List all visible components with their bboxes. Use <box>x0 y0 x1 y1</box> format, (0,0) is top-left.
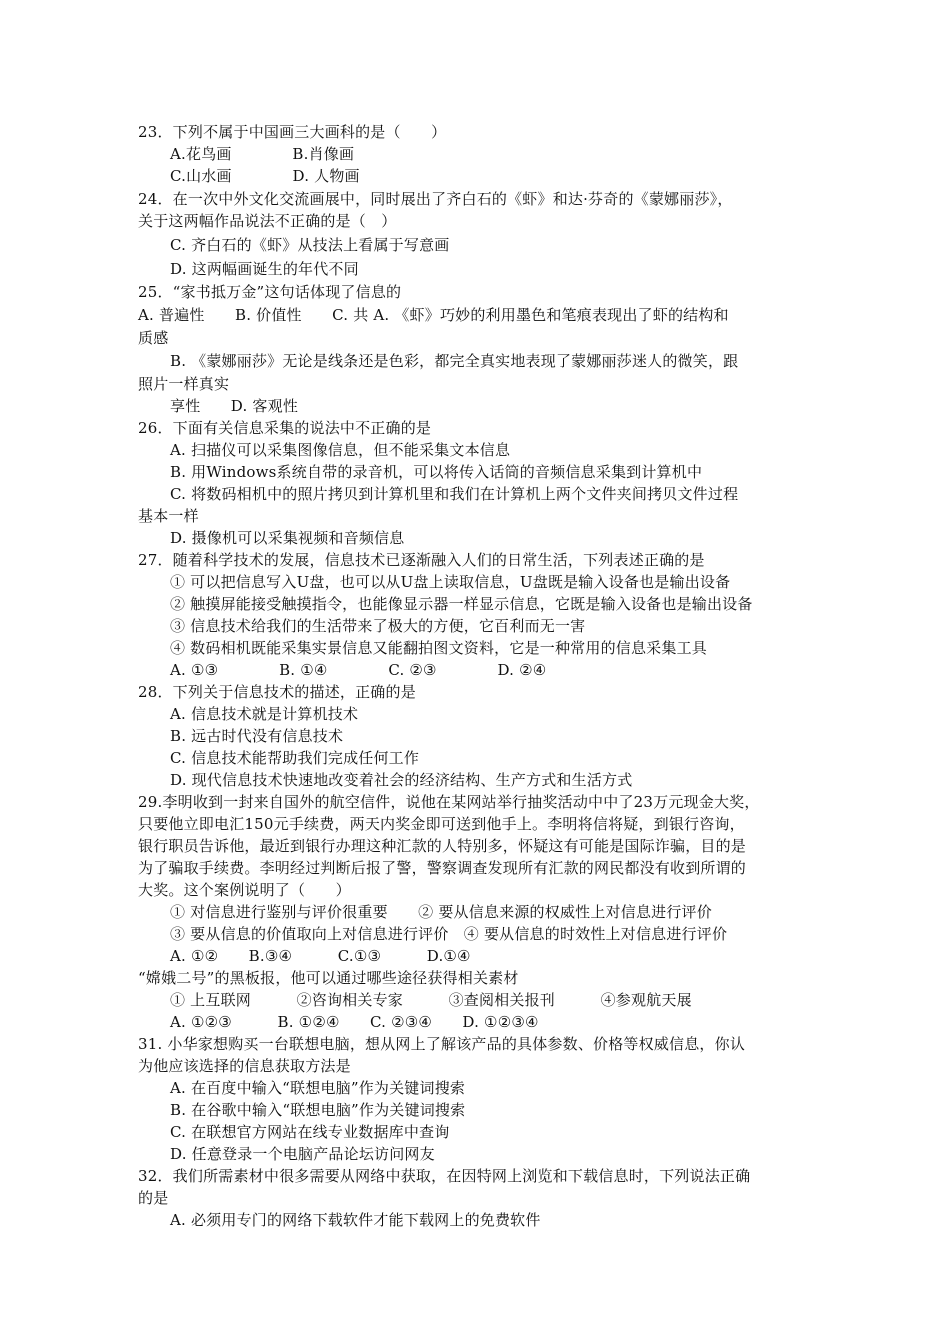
q25-options-cont: 享性 D. 客观性 <box>170 397 299 415</box>
q26-option-c: C. 将数码相机中的照片拷贝到计算机里和我们在计算机上两个文件夹间拷贝文件过程 <box>170 485 739 503</box>
q29-stem-5: 大奖。这个案例说明了（ ） <box>138 881 351 899</box>
q28-stem: 28．下列关于信息技术的描述，正确的是 <box>138 683 416 701</box>
q29-stem-3: 银行职员告诉他，最近到银行办理这种汇款的人特别多，怀疑这有可能是国际诈骗，目的是 <box>138 837 747 855</box>
q25-stem: 25．“家书抵万金”这句话体现了信息的 <box>138 283 402 301</box>
q29-statements-34: ③ 要从信息的价值取向上对信息进行评价 ④ 要从信息的时效性上对信息进行评价 <box>170 925 728 943</box>
q30-statements: ① 上互联网 ②咨询相关专家 ③查阅相关报刊 ④参观航天展 <box>170 991 692 1009</box>
q27-statement-4: ④ 数码相机既能采集实景信息又能翻拍图文资料，它是一种常用的信息采集工具 <box>170 639 707 657</box>
q26-stem: 26．下面有关信息采集的说法中不正确的是 <box>138 419 432 437</box>
q30-options: A. ①②③ B. ①②④ C. ②③④ D. ①②③④ <box>170 1013 539 1031</box>
q27-stem: 27．随着科学技术的发展，信息技术已逐渐融入人们的日常生活，下列表述正确的是 <box>138 551 705 569</box>
q27-statement-3: ③ 信息技术给我们的生活带来了极大的方便，它百利而无一害 <box>170 617 586 635</box>
q31-option-a: A. 在百度中输入“联想电脑”作为关键词搜索 <box>170 1079 466 1097</box>
q31-option-c: C. 在联想官方网站在线专业数据库中查询 <box>170 1123 450 1141</box>
q28-option-a: A. 信息技术就是计算机技术 <box>170 705 359 723</box>
q32-stem-1: 32．我们所需素材中很多需要从网络中获取，在因特网上浏览和下载信息时，下列说法正确 <box>138 1167 751 1185</box>
q32-option-a: A. 必须用专门的网络下载软件才能下载网上的免费软件 <box>170 1211 541 1229</box>
q28-option-c: C. 信息技术能帮助我们完成任何工作 <box>170 749 420 767</box>
q29-stem-4: 为了骗取手续费。李明经过判断后报了警，警察调查发现所有汇款的网民都没有收到所谓的 <box>138 859 747 877</box>
q31-option-d: D. 任意登录一个电脑产品论坛访问网友 <box>170 1145 435 1163</box>
q24-stem-2: 关于这两幅作品说法不正确的是（ ） <box>138 212 397 230</box>
q26-option-b: B. 用Windows系统自带的录音机，可以将传入话筒的音频信息采集到计算机中 <box>170 463 703 481</box>
q24-option-a-cont: 质感 <box>138 329 169 347</box>
q28-option-b: B. 远古时代没有信息技术 <box>170 727 344 745</box>
q24-stem-1: 24．在一次中外文化交流画展中，同时展出了齐白石的《虾》和达·芬奇的《蒙娜丽莎》， <box>138 190 733 208</box>
q31-option-b: B. 在谷歌中输入“联想电脑”作为关键词搜索 <box>170 1101 466 1119</box>
q27-statement-1: ① 可以把信息写入U盘，也可以从U盘上读取信息，U盘既是输入设备也是输出设备 <box>170 573 731 591</box>
q26-option-a: A. 扫描仪可以采集图像信息，但不能采集文本信息 <box>170 441 511 459</box>
q25-options-mixed: A. 普遍性 B. 价值性 C. 共 A. 《虾》巧妙的利用墨色和笔痕表现出了虾的结构和 <box>138 306 729 324</box>
q27-options: A. ①③ B. ①④ C. ②③ D. ②④ <box>170 661 547 679</box>
q32-stem-2: 的是 <box>138 1189 169 1207</box>
q24-option-c: C. 齐白石的《虾》从技法上看属于写意画 <box>170 236 450 254</box>
q29-stem-1: 29.李明收到一封来自国外的航空信件，说他在某网站举行抽奖活动中中了23万元现金大奖， <box>138 793 760 811</box>
q23-stem: 23．下列不属于中国画三大画科的是（ ） <box>138 123 447 141</box>
q26-option-d: D. 摄像机可以采集视频和音频信息 <box>170 529 405 547</box>
q29-options: A. ①② B.③④ C.①③ D.①④ <box>170 947 471 965</box>
q23-options-cd: C.山水画 D. 人物画 <box>170 167 360 185</box>
q24-option-b-cont: 照片一样真实 <box>138 375 230 393</box>
q24-option-d: D. 这两幅画诞生的年代不同 <box>170 260 359 278</box>
q31-stem-2: 为他应该选择的信息获取方法是 <box>138 1057 351 1075</box>
q27-statement-2: ② 触摸屏能接受触摸指令，也能像显示器一样显示信息，它既是输入设备也是输出设备 <box>170 595 753 613</box>
q29-statements-12: ① 对信息进行鉴别与评价很重要 ② 要从信息来源的权威性上对信息进行评价 <box>170 903 712 921</box>
q23-options-ab: A.花鸟画 B.肖像画 <box>170 145 355 163</box>
q28-option-d: D. 现代信息技术快速地改变着社会的经济结构、生产方式和生活方式 <box>170 771 633 789</box>
q24-option-b: B. 《蒙娜丽莎》无论是线条还是色彩，都完全真实地表现了蒙娜丽莎迷人的微笑，跟 <box>170 352 739 370</box>
q29-stem-2: 只要他立即电汇150元手续费，两天内奖金即可送到他手上。李明将信将疑，到银行咨询， <box>138 815 745 833</box>
q26-option-c-cont: 基本一样 <box>138 507 199 525</box>
q30-stem: “嫦娥二号”的黑板报，他可以通过哪些途径获得相关素材 <box>138 969 519 987</box>
q31-stem-1: 31. 小华家想购买一台联想电脑，想从网上了解该产品的具体参数、价格等权威信息，你认 <box>138 1035 746 1053</box>
